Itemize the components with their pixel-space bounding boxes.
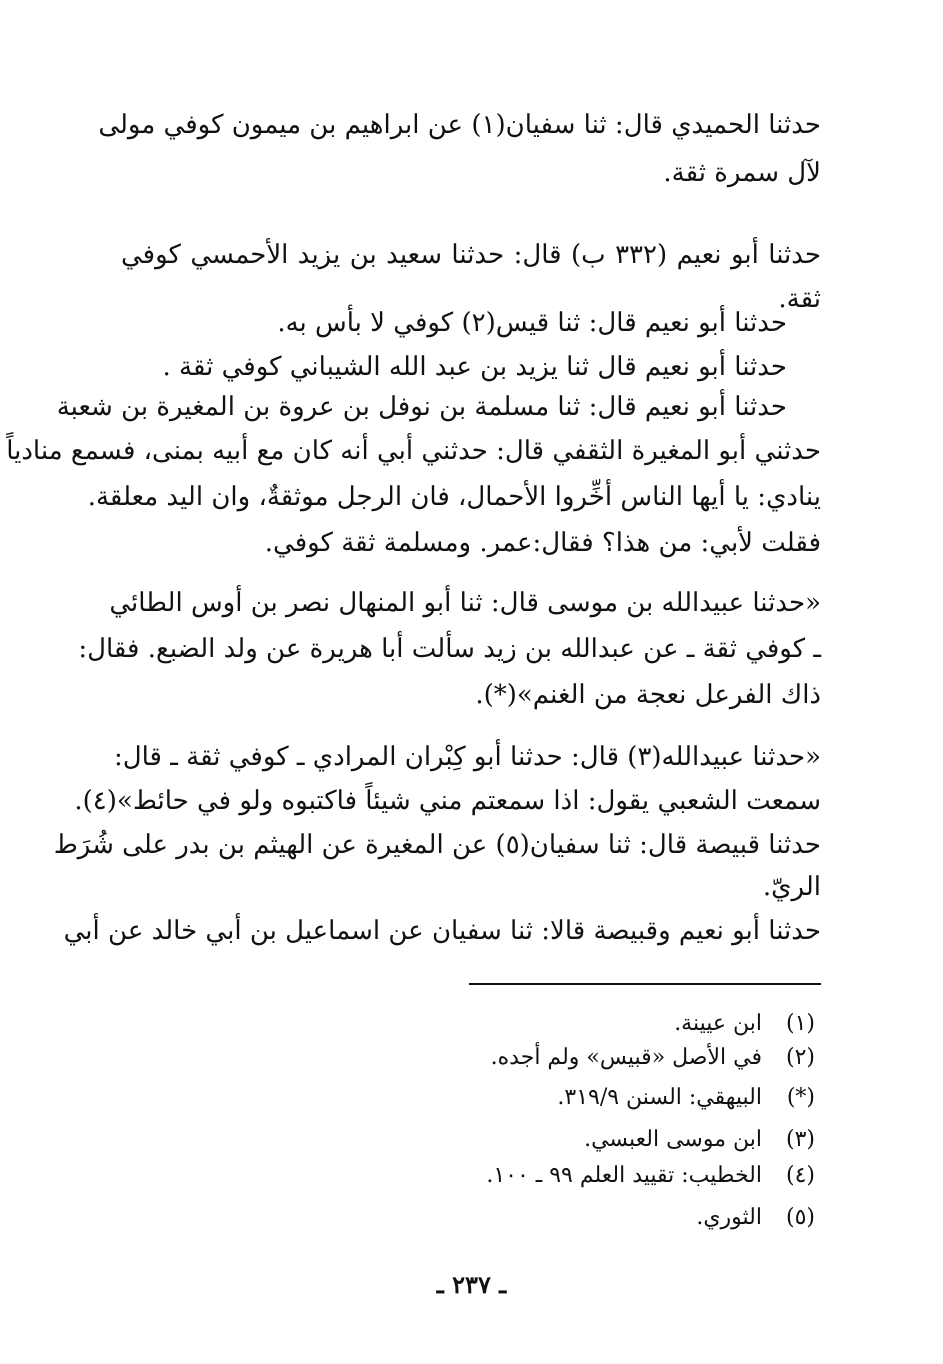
footnote-number: (٥): [785, 1205, 815, 1230]
text-line-5: حدثنا أبو نعيم قال: ثنا قيس(٢) كوفي لا بأس به.: [277, 308, 787, 338]
footnote-item: [255, 1082, 815, 1114]
footnote-number: (٣): [785, 1127, 815, 1152]
footnote-item: [255, 1042, 815, 1074]
text-line-3: حدثنا أبو نعيم (٣٣٢ ب) قال: حدثنا سعيد بن يزيد الأحمسي كوفي: [121, 240, 821, 270]
footnote-item: [255, 1124, 815, 1156]
text-line-6: حدثنا أبو نعيم قال ثنا يزيد بن عبد الله الشيباني كوفي ثقة .: [162, 352, 787, 382]
footnote-number: (٤): [785, 1163, 815, 1188]
text-line-17: الريّ.: [762, 872, 821, 902]
text-line-14: «حدثنا عبيدالله(٣) قال: حدثنا أبو كِبْران المرادي ـ كوفي ثقة ـ قال:: [113, 742, 821, 772]
text-line-1: حدثنا الحميدي قال: ثنا سفيان(١) عن ابراهيم بن ميمون كوفي مولى: [98, 110, 821, 140]
text-line-2: لآل سمرة ثقة.: [663, 158, 821, 188]
text-line-12: ـ كوفي ثقة ـ عن عبدالله بن زيد سألت أبا هريرة عن ولد الضبع. فقال:: [78, 634, 821, 664]
text-line-11: «حدثنا عبيدالله بن موسى قال: ثنا أبو المنهال نصر بن أوس الطائي: [109, 588, 821, 618]
footnote-text: الخطيب: تقييد العلم ٩٩ ـ ١٠٠.: [486, 1163, 762, 1188]
text-line-16: حدثنا قبيصة قال: ثنا سفيان(٥) عن المغيرة عن الهيثم بن بدر على شُرَط: [53, 830, 821, 860]
footnote-separator: [469, 983, 821, 985]
footnote-item: [255, 1008, 815, 1040]
text-line-4: ثقة.: [778, 284, 821, 314]
footnote-text: ابن عيينة.: [674, 1011, 762, 1036]
footnote-text: الثوري.: [696, 1205, 762, 1230]
text-line-15: سمعت الشعبي يقول: اذا سمعتم مني شيئاً فاكتبوه ولو في حائط»(٤).: [74, 786, 821, 816]
text-line-13: ذاك الفرعل نعجة من الغنم»(*).: [475, 680, 821, 710]
footnote-number: (*): [786, 1085, 815, 1110]
page-number: ـ ٢٣٧ ـ: [436, 1270, 507, 1299]
text-line-18: حدثنا أبو نعيم وقبيصة قالا: ثنا سفيان عن اسماعيل بن أبي خالد عن أبي: [63, 916, 821, 946]
footnote-number: (١): [785, 1011, 815, 1036]
text-line-10: فقلت لأبي: من هذا؟ فقال:عمر. ومسلمة ثقة كوفي.: [264, 528, 821, 558]
text-line-7: حدثنا أبو نعيم قال: ثنا مسلمة بن نوفل بن عروة بن المغيرة بن شعبة: [56, 392, 787, 422]
footnote-item: [255, 1160, 815, 1192]
footnote-number: (٢): [785, 1045, 815, 1070]
text-line-8: حدثني أبو المغيرة الثقفي قال: حدثني أبي أنه كان مع أبيه بمنى، فسمع منادياً: [6, 436, 821, 466]
footnote-text: ابن موسى العبسي.: [584, 1127, 762, 1152]
footnote-text: البيهقي: السنن ٣١٩/٩.: [557, 1085, 762, 1110]
footnote-text: في الأصل «قبيس» ولم أجده.: [490, 1045, 762, 1070]
text-line-9: ينادي: يا أيها الناس أخِّروا الأحمال، فان الرجل موثقةٌ، وان اليد معلقة.: [87, 482, 821, 512]
footnote-item: [255, 1202, 815, 1234]
